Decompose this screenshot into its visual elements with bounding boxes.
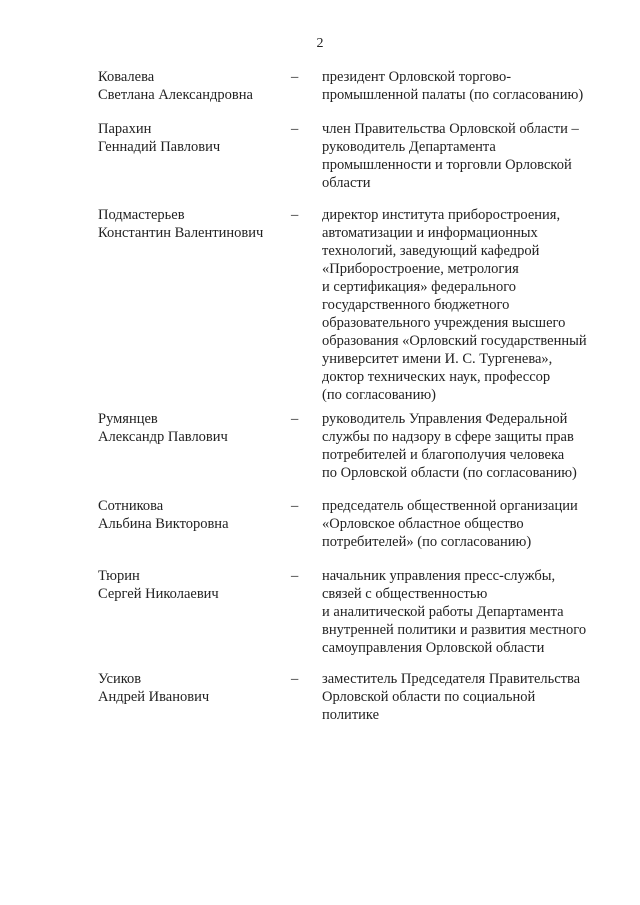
dash-separator: – bbox=[291, 671, 299, 687]
position-line: промышленной палаты (по согласованию) bbox=[322, 87, 584, 103]
position-line: (по согласованию) bbox=[322, 387, 436, 403]
member-position bbox=[322, 567, 622, 657]
dash-separator: – bbox=[291, 498, 299, 514]
member-name bbox=[98, 497, 288, 533]
member-name bbox=[98, 670, 288, 706]
member-surname: Тюрин bbox=[98, 568, 140, 584]
position-line: председатель общественной организации bbox=[322, 498, 578, 514]
member-given-names: Светлана Александровна bbox=[98, 87, 253, 103]
dash-separator: – bbox=[291, 121, 299, 137]
member-name bbox=[98, 68, 288, 104]
position-line: «Приборостроение, метрология bbox=[322, 261, 519, 277]
member-position bbox=[322, 497, 622, 551]
position-line: образовательного учреждения высшего bbox=[322, 315, 566, 331]
position-line: связей с общественностью bbox=[322, 586, 488, 602]
member-surname: Сотникова bbox=[98, 498, 164, 514]
position-line: внутренней политики и развития местного bbox=[322, 622, 587, 638]
member-given-names: Геннадий Павлович bbox=[98, 139, 221, 155]
member-surname: Подмастерьев bbox=[98, 207, 185, 223]
position-line: руководитель Департамента bbox=[322, 139, 496, 155]
member-name bbox=[98, 206, 288, 242]
position-line: самоуправления Орловской области bbox=[322, 640, 545, 656]
position-line: и аналитической работы Департамента bbox=[322, 604, 564, 620]
member-surname: Ковалева bbox=[98, 69, 155, 85]
position-line: по Орловской области (по согласованию) bbox=[322, 465, 577, 481]
position-line: государственного бюджетного bbox=[322, 297, 510, 313]
position-line: директор института приборостроения, bbox=[322, 207, 561, 223]
position-line: области bbox=[322, 175, 371, 191]
member-name bbox=[98, 120, 288, 156]
position-line: начальник управления пресс-службы, bbox=[322, 568, 556, 584]
position-line: автоматизации и информационных bbox=[322, 225, 538, 241]
member-given-names: Андрей Иванович bbox=[98, 689, 210, 705]
position-line: технологий, заведующий кафедрой bbox=[322, 243, 540, 259]
position-line: службы по надзору в сфере защиты прав bbox=[322, 429, 574, 445]
position-line: президент Орловской торгово- bbox=[322, 69, 512, 85]
member-position bbox=[322, 68, 622, 104]
member-position bbox=[322, 206, 622, 404]
dash-separator: – bbox=[291, 568, 299, 584]
member-given-names: Сергей Николаевич bbox=[98, 586, 219, 602]
position-line: потребителей и благополучия человека bbox=[322, 447, 565, 463]
member-given-names: Александр Павлович bbox=[98, 429, 228, 445]
member-given-names: Константин Валентинович bbox=[98, 225, 264, 241]
position-line: и сертификация» федерального bbox=[322, 279, 517, 295]
dash-separator: – bbox=[291, 69, 299, 85]
position-line: университет имени И. С. Тургенева», bbox=[322, 351, 553, 367]
member-surname: Парахин bbox=[98, 121, 152, 137]
position-line: потребителей» (по согласованию) bbox=[322, 534, 532, 550]
position-line: доктор технических наук, профессор bbox=[322, 369, 551, 385]
dash-separator: – bbox=[291, 411, 299, 427]
position-line: «Орловское областное общество bbox=[322, 516, 524, 532]
dash-separator: – bbox=[291, 207, 299, 223]
member-surname: Румянцев bbox=[98, 411, 158, 427]
position-line: образования «Орловский государственный bbox=[322, 333, 587, 349]
member-name bbox=[98, 410, 288, 446]
position-line: промышленности и торговли Орловской bbox=[322, 157, 572, 173]
member-surname: Усиков bbox=[98, 671, 142, 687]
member-name bbox=[98, 567, 288, 603]
member-position bbox=[322, 120, 622, 192]
position-line: руководитель Управления Федеральной bbox=[322, 411, 568, 427]
member-given-names: Альбина Викторовна bbox=[98, 516, 229, 532]
member-position bbox=[322, 670, 622, 724]
position-line: Орловской области по социальной bbox=[322, 689, 536, 705]
member-position bbox=[322, 410, 622, 482]
position-line: член Правительства Орловской области – bbox=[322, 121, 579, 137]
position-line: заместитель Председателя Правительства bbox=[322, 671, 581, 687]
page-number: 2 bbox=[316, 36, 324, 51]
position-line: политике bbox=[322, 707, 380, 723]
